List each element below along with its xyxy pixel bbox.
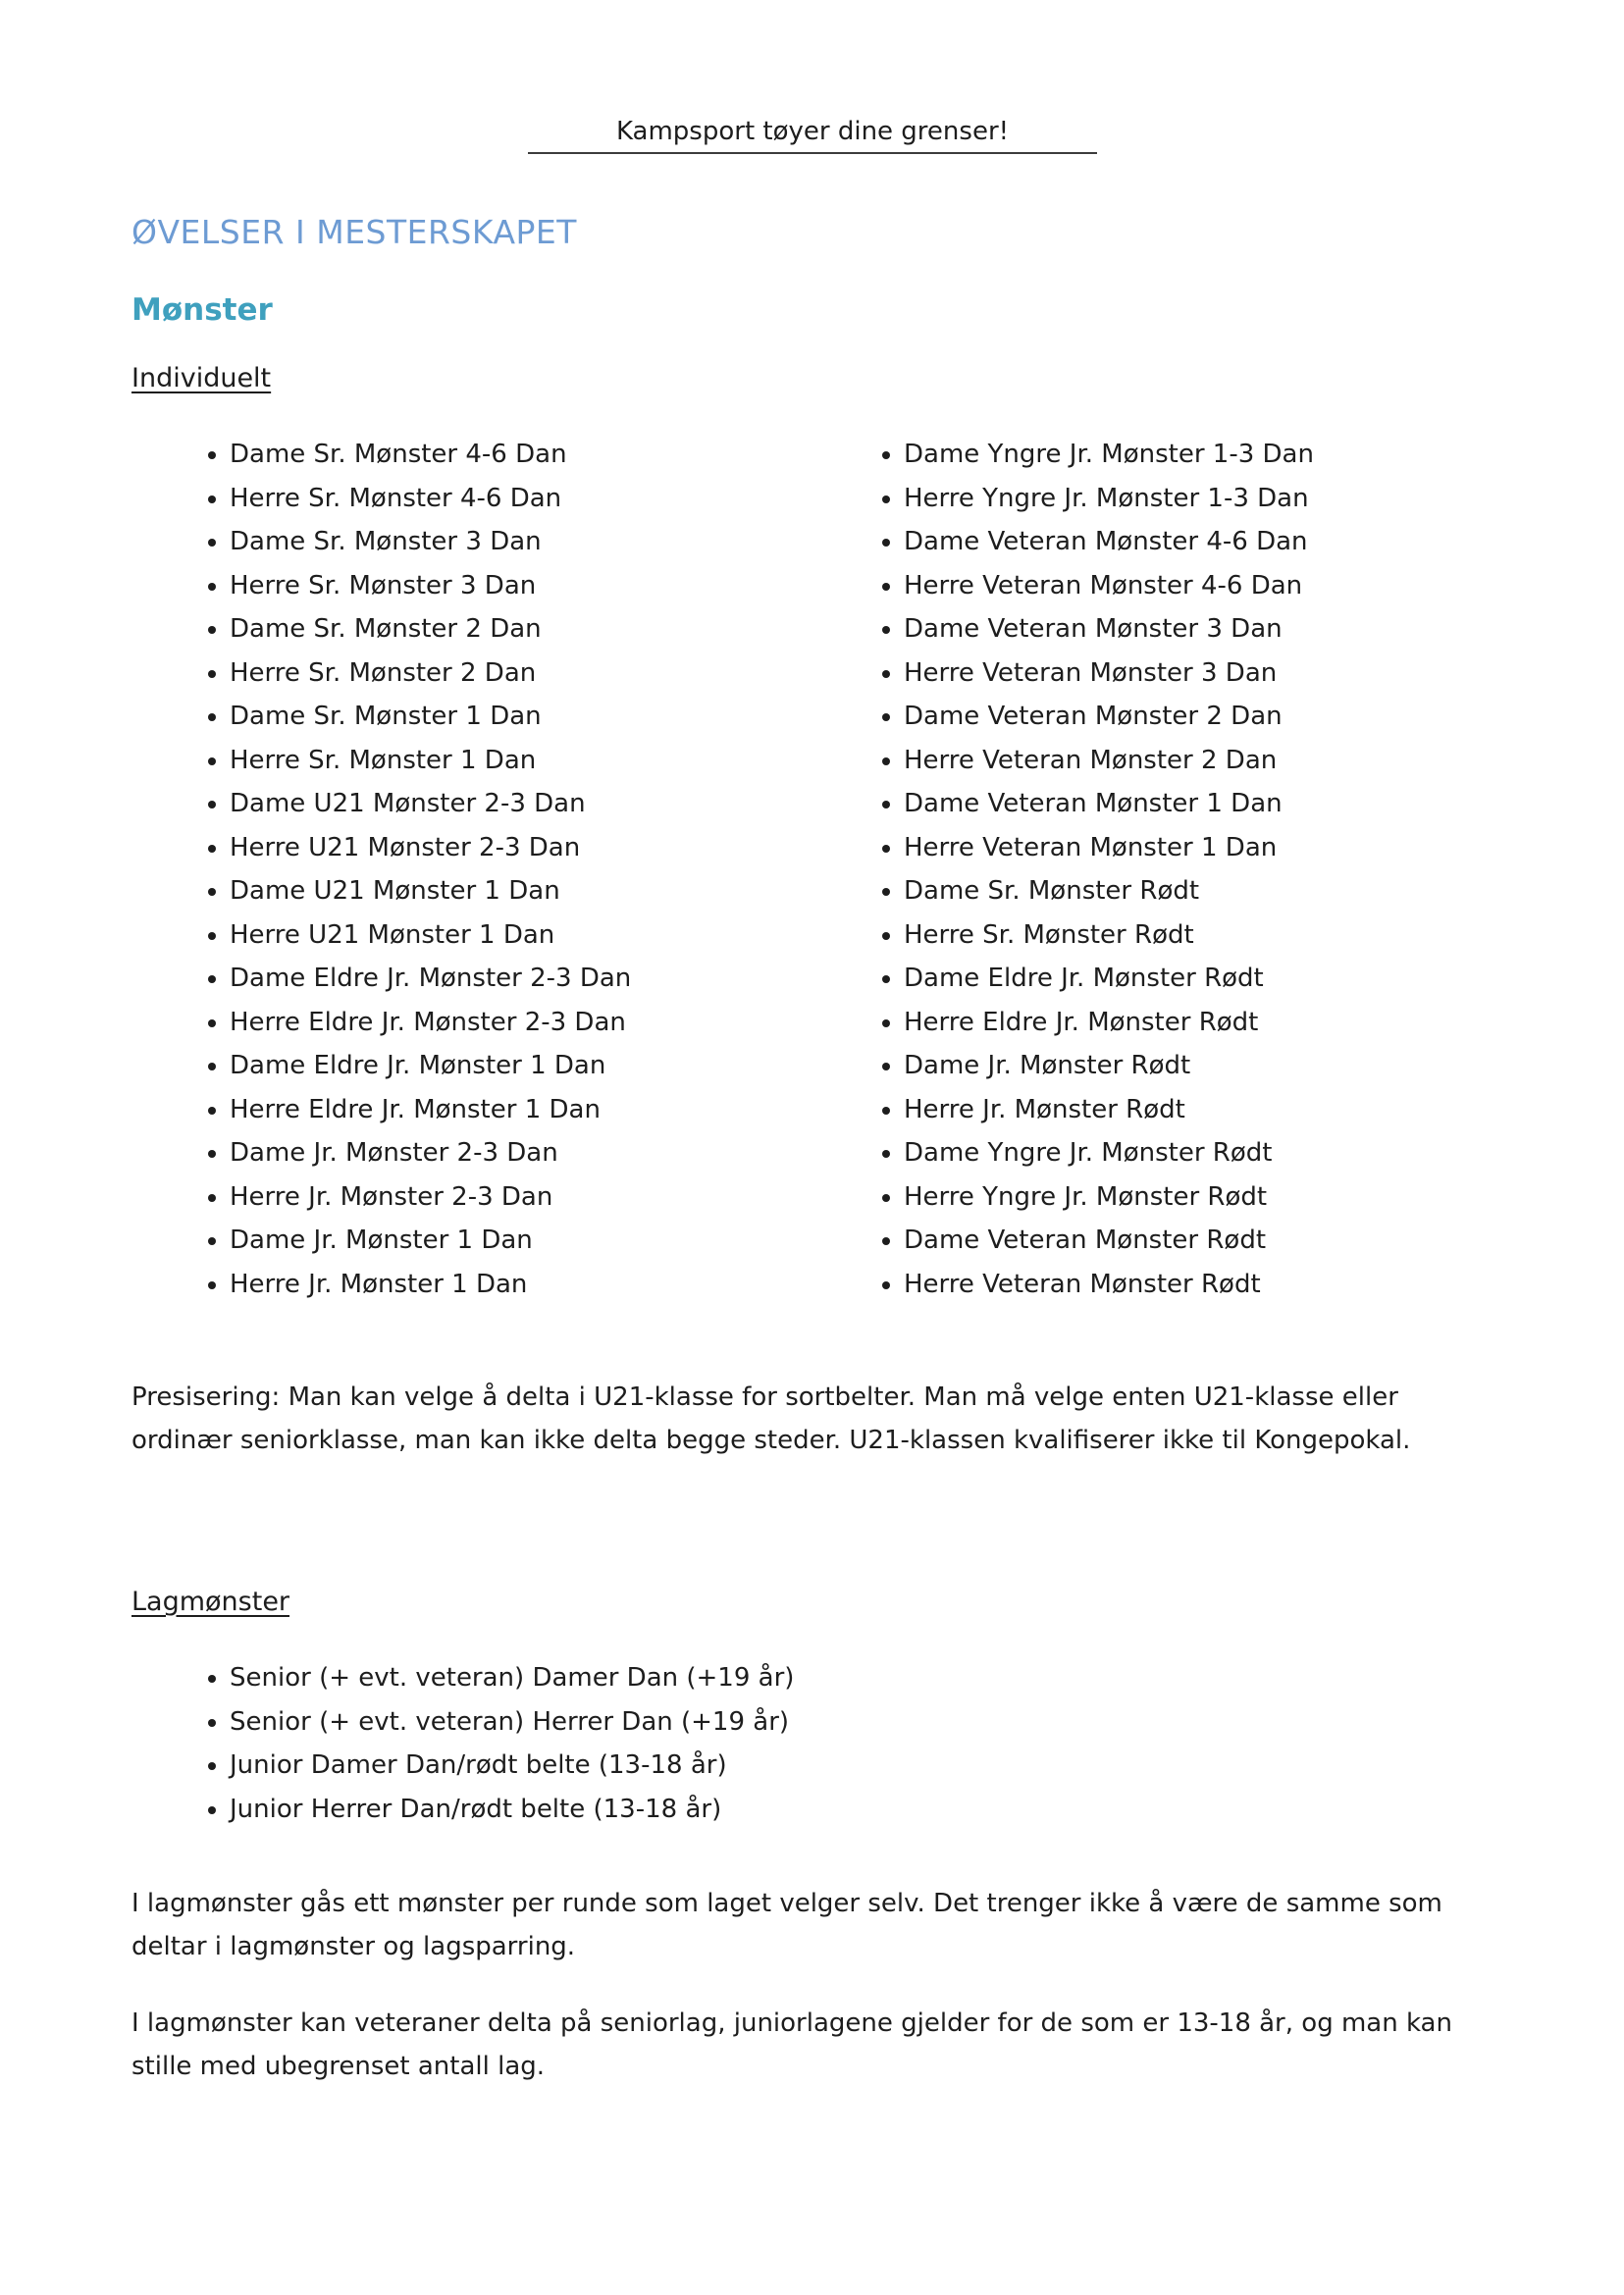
document-title: ØVELSER I MESTERSKAPET (131, 213, 577, 251)
list-item: • Dame Eldre Jr. Mønster 1 Dan (230, 1044, 877, 1088)
list-item: • Dame Veteran Mønster Rødt (904, 1219, 1591, 1263)
list-item: • Dame Sr. Mønster 3 Dan (230, 520, 877, 564)
individual-list-left (204, 433, 877, 1306)
list-item: • Herre Veteran Mønster 1 Dan (904, 826, 1591, 870)
list-item: • Dame Veteran Mønster 2 Dan (904, 695, 1591, 739)
list-item: • Herre U21 Mønster 1 Dan (230, 913, 877, 958)
list-item: • Senior (+ evt. veteran) Herrer Dan (+19 år) (230, 1700, 1113, 1745)
list-item: • Herre Jr. Mønster Rødt (904, 1088, 1591, 1132)
list-item: • Herre Yngre Jr. Mønster Rødt (904, 1175, 1591, 1220)
list-item: • Dame Jr. Mønster 2-3 Dan (230, 1131, 877, 1175)
list-item: • Dame Jr. Mønster 1 Dan (230, 1219, 877, 1263)
list-item: • Herre Yngre Jr. Mønster 1-3 Dan (904, 477, 1591, 521)
section-title-monster: Mønster (131, 292, 273, 328)
header-slogan: Kampsport tøyer dine grenser! (615, 117, 1010, 146)
list-item: • Herre Eldre Jr. Mønster 1 Dan (230, 1088, 877, 1132)
list-item: • Dame Yngre Jr. Mønster Rødt (904, 1131, 1591, 1175)
list-item: • Herre Sr. Mønster Rødt (904, 913, 1591, 958)
list-item: • Junior Damer Dan/rødt belte (13-18 år) (230, 1744, 1113, 1788)
list-item: • Herre Sr. Mønster 3 Dan (230, 564, 877, 608)
list-item: • Herre Sr. Mønster 2 Dan (230, 652, 877, 696)
list-item: • Herre Eldre Jr. Mønster 2-3 Dan (230, 1001, 877, 1045)
team-paragraph-1: I lagmønster gås ett mønster per runde som laget velger selv. Det trenger ikke å være de samme som deltar i lagmønster og lagsparring. (131, 1889, 1442, 1961)
list-item: • Dame Veteran Mønster 4-6 Dan (904, 520, 1591, 564)
page-header (528, 116, 1097, 154)
individual-list-right (878, 433, 1591, 1306)
list-item: • Dame U21 Mønster 2-3 Dan (230, 782, 877, 826)
subsection-individuelt: Individuelt (131, 363, 272, 393)
list-item: • Dame Sr. Mønster Rødt (904, 869, 1591, 913)
list-item: • Junior Herrer Dan/rødt belte (13-18 år) (230, 1788, 1113, 1832)
list-item: • Dame Yngre Jr. Mønster 1-3 Dan (904, 433, 1591, 477)
list-item: • Dame Sr. Mønster 4-6 Dan (230, 433, 877, 477)
list-item: • Herre Sr. Mønster 4-6 Dan (230, 477, 877, 521)
list-item: • Dame U21 Mønster 1 Dan (230, 869, 877, 913)
list-item: • Senior (+ evt. veteran) Damer Dan (+19 år) (230, 1656, 1113, 1700)
team-paragraph-2: I lagmønster kan veteraner delta på seniorlag, juniorlagene gjelder for de som er 13-18 år, og man kan stille med ubegrenset antall lag. (131, 2008, 1452, 2081)
list-item: • Herre U21 Mønster 2-3 Dan (230, 826, 877, 870)
list-item: • Herre Jr. Mønster 2-3 Dan (230, 1175, 877, 1220)
team-list (204, 1656, 1113, 1831)
list-item: • Dame Sr. Mønster 2 Dan (230, 607, 877, 652)
list-item: • Herre Veteran Mønster 3 Dan (904, 652, 1591, 696)
list-item: • Herre Veteran Mønster Rødt (904, 1263, 1591, 1307)
list-item: • Herre Eldre Jr. Mønster Rødt (904, 1001, 1591, 1045)
list-item: • Herre Sr. Mønster 1 Dan (230, 739, 877, 783)
precision-note: Presisering: Man kan velge å delta i U21-klasse for sortbelter. Man må velge enten U21-klasse eller ordinær seniorklasse, man kan ikke delta begge steder. U21-klassen kvalifiserer ikke til Kongepokal. (131, 1382, 1411, 1455)
subsection-lagmonster: Lagmønster (131, 1587, 290, 1617)
list-item: • Herre Veteran Mønster 2 Dan (904, 739, 1591, 783)
list-item: • Dame Veteran Mønster 3 Dan (904, 607, 1591, 652)
list-item: • Herre Jr. Mønster 1 Dan (230, 1263, 877, 1307)
list-item: • Dame Veteran Mønster 1 Dan (904, 782, 1591, 826)
list-item: • Dame Jr. Mønster Rødt (904, 1044, 1591, 1088)
list-item: • Herre Veteran Mønster 4-6 Dan (904, 564, 1591, 608)
list-item: • Dame Sr. Mønster 1 Dan (230, 695, 877, 739)
list-item: • Dame Eldre Jr. Mønster Rødt (904, 957, 1591, 1001)
list-item: • Dame Eldre Jr. Mønster 2-3 Dan (230, 957, 877, 1001)
